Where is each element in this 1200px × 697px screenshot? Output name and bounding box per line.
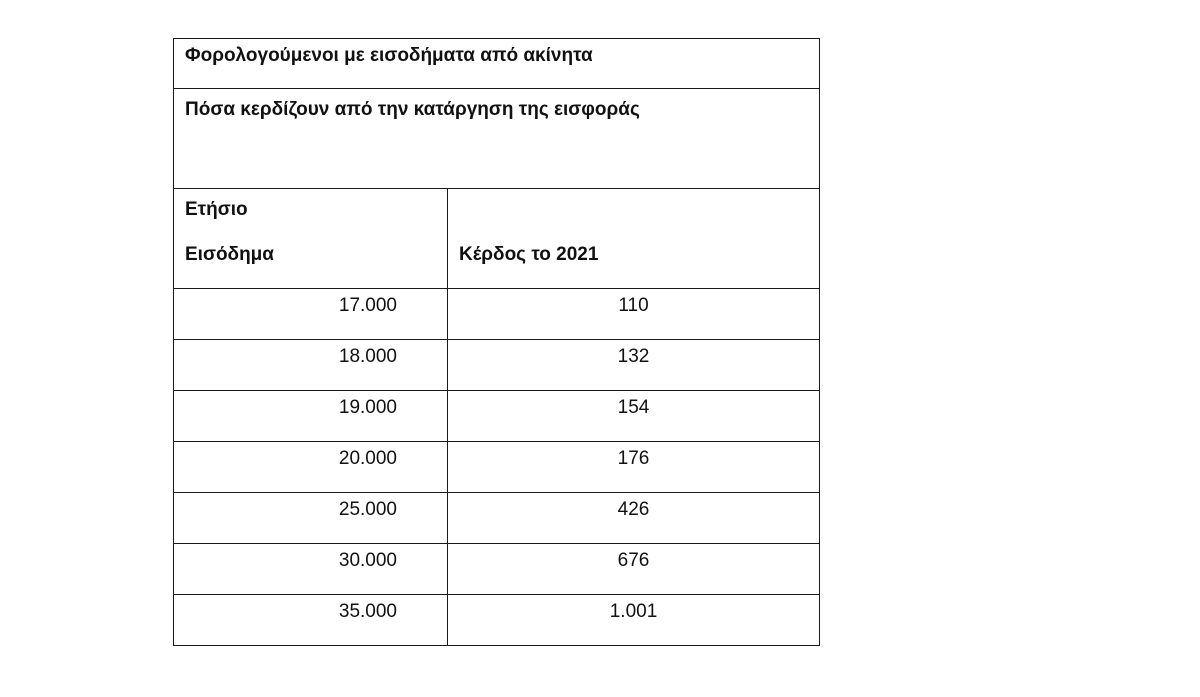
income-cell: 25.000 <box>174 493 448 544</box>
income-cell: 18.000 <box>174 340 448 391</box>
income-cell: 20.000 <box>174 442 448 493</box>
gain-cell: 426 <box>448 493 820 544</box>
table-row <box>174 391 820 442</box>
income-cell: 17.000 <box>174 289 448 340</box>
income-header <box>174 189 448 289</box>
table-row <box>174 493 820 544</box>
table-title: Φορολογούμενοι με εισοδήματα από ακίνητα <box>174 39 820 89</box>
income-gain-table <box>173 38 820 646</box>
income-header-line2: Εισόδημα <box>185 244 274 265</box>
gain-cell: 1.001 <box>448 595 820 646</box>
income-cell: 30.000 <box>174 544 448 595</box>
table-row <box>174 442 820 493</box>
gain-header <box>448 189 820 289</box>
income-cell: 19.000 <box>174 391 448 442</box>
table-row <box>174 595 820 646</box>
title-row <box>174 39 820 89</box>
gain-cell: 132 <box>448 340 820 391</box>
gain-cell: 154 <box>448 391 820 442</box>
table-subtitle: Πόσα κερδίζουν από την κατάργηση της εισφοράς <box>174 89 820 189</box>
gain-cell: 676 <box>448 544 820 595</box>
gain-header-label: Κέρδος το 2021 <box>459 244 599 265</box>
header-row <box>174 189 820 289</box>
subtitle-row <box>174 89 820 189</box>
table-row <box>174 340 820 391</box>
table-row <box>174 544 820 595</box>
income-cell: 35.000 <box>174 595 448 646</box>
income-header-line1: Ετήσιο <box>185 199 248 220</box>
gain-cell: 110 <box>448 289 820 340</box>
gain-cell: 176 <box>448 442 820 493</box>
table-row <box>174 289 820 340</box>
